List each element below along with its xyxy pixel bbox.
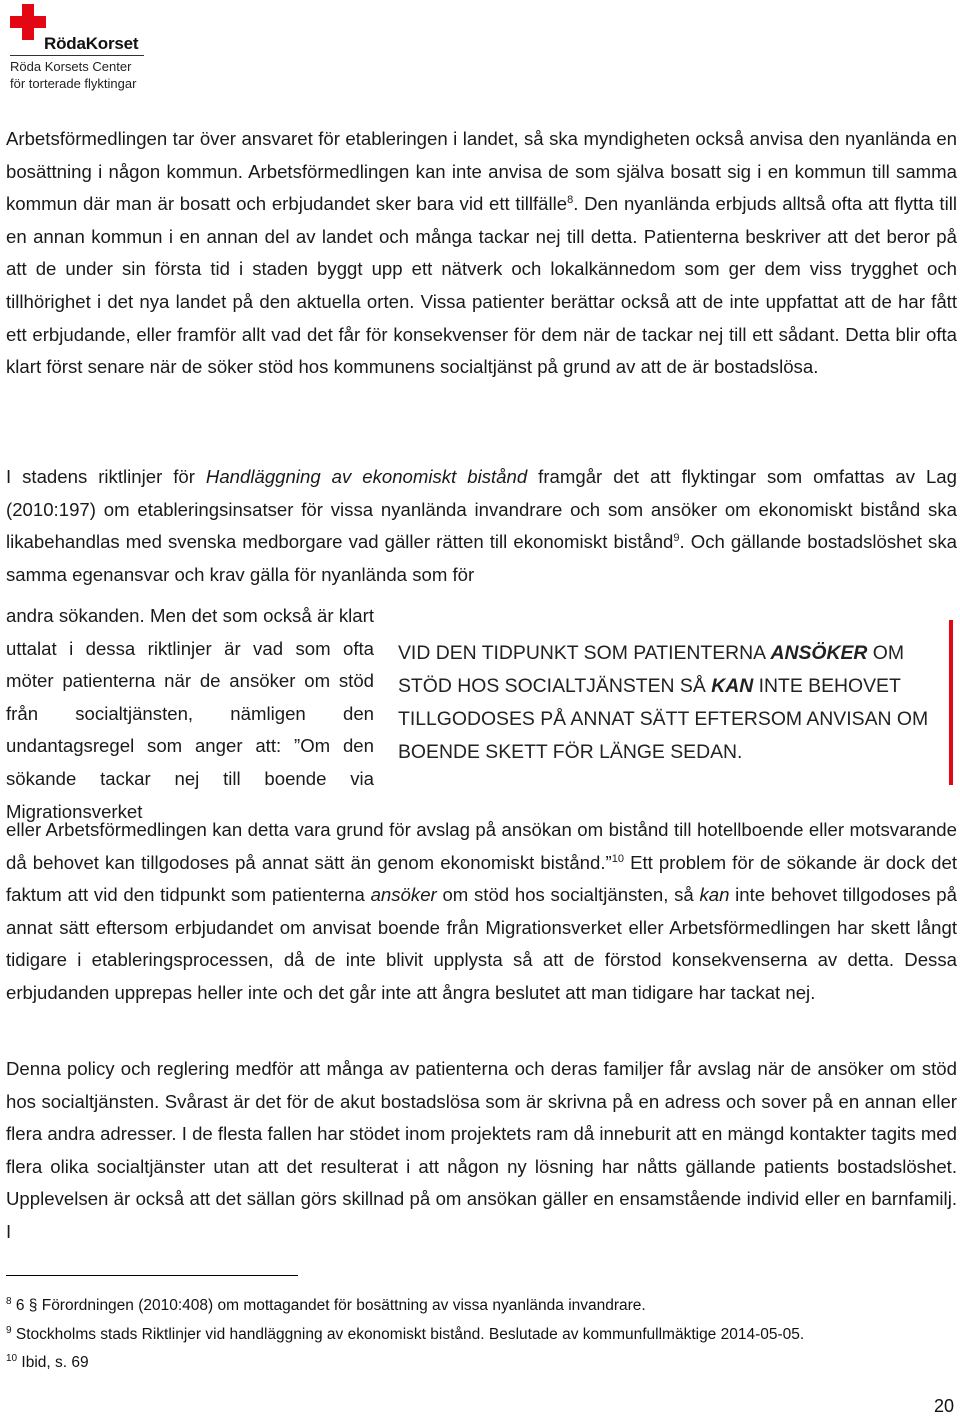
paragraph-2-text-a: I stadens riktlinjer för (6, 466, 206, 487)
footnote-text: 6 § Förordningen (2010:408) om mottagandet för bosättning av vissa nyanlända invandrare. (11, 1297, 646, 1315)
page-number: 20 (933, 1396, 954, 1416)
paragraph-2-narrow: andra sökanden. Men det som också är klart uttalat i dessa riktlinjer är vad som ofta möter patienterna när de ansöker om stöd från socialtjänsten, nämligen den undantagsregel som anger att: ”Om den sökande tackar nej till boende via Migrationsverket (6, 605, 374, 822)
pull-quote-accent-bar (949, 620, 953, 785)
paragraph-1 (6, 123, 957, 384)
footnote-ref-10[interactable]: 10 (611, 852, 624, 865)
pull-quote-text-c: INTE BEHOVET TILLGODOSES PÅ ANNAT SÄTT EFTERSOM ANVISAN OM BOENDE SKETT FÖR LÄNGE SEDAN. (398, 675, 929, 763)
footnote-number: 8 (6, 1296, 12, 1307)
paragraph-2-text-f: om stöd hos socialtjänsten, så (436, 884, 700, 906)
footnote-ref-9[interactable]: 9 (673, 532, 680, 544)
pull-quote-text-b: OM STÖD HOS SOCIALTJÄNSTEN SÅ (398, 642, 905, 697)
footnote-8 (6, 1290, 946, 1319)
footnote-10 (6, 1347, 946, 1376)
pull-quote-emphasis-ansoker: ANSÖKER (770, 642, 868, 664)
paragraph-2-text-g: inte behovet tillgodoses på annat sätt eftersom erbjudandet om anvisat boende från Migrationsverket eller Arbetsförmedlingen har skett långt tidigare i etableringsprocessen, då de inte blivit upplysta så att de förstod konsekvenserna av detta. Dessa erbjudanden upprepas heller inte och det går inte att ångra beslutet att man tidigare har tackat nej. (6, 884, 957, 1003)
paragraph-1-text-a: Arbetsförmedlingen tar över ansvaret för etableringen i landet, så ska myndigheten också anvisa den nyanlända en bosättning i någon kommun. Arbetsförmedlingen kan inte anvisa de som själva bosatt sig i en kommun till samma kommun där man är bosatt och erbjudandet sker bara vid ett tillfälle (6, 128, 957, 215)
red-cross-icon (10, 4, 46, 40)
paragraph-2-text-e: Ett problem för de sökande är dock det faktum att vid den tidpunkt som patienterna (6, 851, 958, 906)
logo-subtitle-line2: för torterade flyktingar (10, 76, 137, 91)
paragraph-3: Denna policy och reglering medför att många av patienterna och deras familjer får avslag när de ansöker om stöd hos socialtjänsten. Svårast är det för de akut bostadslösa som är skrivna på en adress och sover på en annan eller flera andra adresser. I de flesta fallen har stödet inom projektets ram då inneburit att en mängd kontakter tagits med flera olika socialtjänster utan att det resulterat i att någon ny lösning har nåtts gällande patients bostadslöshet. Upplevelsen är också att det sällan görs skillnad på om ansökan gäller en ensamstående individ eller en barnfamilj. I (6, 1058, 957, 1242)
paragraph-1-text-b: . Den nyanlända erbjuds alltså ofta att flytta till en annan kommun i en annan del av landet och många tackar nej till detta. Patienterna beskriver att det beror på att de under sin första tid i staden byggt upp ett nätverk och lokalkännedom som ger dem viss trygghet och tillhörighet i det nya landet på den aktuella orten. Vissa patienter berättar också att de inte uppfattat att de har fått ett erbjudande, eller framför allt vad det får för konsekvenser för dem när de tackar nej till ett sådant. Detta blir ofta klart först senare när de söker stöd hos kommunens socialtjänst på grund av att de är bostadslösa. (6, 193, 957, 378)
footnote-number: 9 (6, 1324, 12, 1336)
footnote-ref-8[interactable]: 8 (567, 194, 574, 206)
pull-quote (398, 637, 943, 769)
emphasis-kan: kan (699, 884, 730, 906)
logo-wordmark: RödaKorset (44, 34, 139, 53)
pull-quote-emphasis-kan: KAN (711, 675, 754, 697)
footnote-number: 10 (6, 1353, 18, 1365)
red-cross-logo (10, 4, 180, 94)
footnote-text: Ibid, s. 69 (17, 1354, 89, 1372)
paragraph-2-text-b: framgår det att flyktingar som omfattas av Lag (2010:197) om etableringsinsatser för vissa nyanlända invandrare och som ansöker om ekonomiskt bistånd ska likabehandlas med svenska medborgare vad gäller rätten till ekonomiskt bistånd (6, 466, 957, 553)
footnote-text: Stockholms stads Riktlinjer vid handläggning av ekonomiskt bistånd. Beslutade av kommunfullmäktige 2014-05-05. (11, 1325, 805, 1343)
footnotes (6, 1290, 946, 1376)
paragraph-2-text-c: . Och gällande bostadslöshet ska samma egenansvar och krav gälla för nyanlända som för (6, 531, 957, 585)
guideline-title: Handläggning av ekonomiskt bistånd (205, 466, 528, 487)
logo-divider (10, 55, 144, 56)
footnote-9 (6, 1319, 946, 1348)
paragraph-2-text-d: eller Arbetsförmedlingen kan detta vara grund för avslag på ansökan om bistånd till hotellboende eller motsvarande då behovet kan tillgodoses på annat sätt än genom ekonomiskt bistånd.” (6, 819, 957, 873)
emphasis-ansoker: ansöker (370, 884, 437, 906)
pull-quote-text-a: VID DEN TIDPUNKT SOM PATIENTERNA (398, 642, 771, 664)
footnote-divider (6, 1275, 298, 1276)
logo-subtitle-line1: Röda Korsets Center (10, 59, 132, 74)
paragraph-2-bottom (6, 814, 957, 1010)
paragraph-2-top (6, 461, 957, 591)
